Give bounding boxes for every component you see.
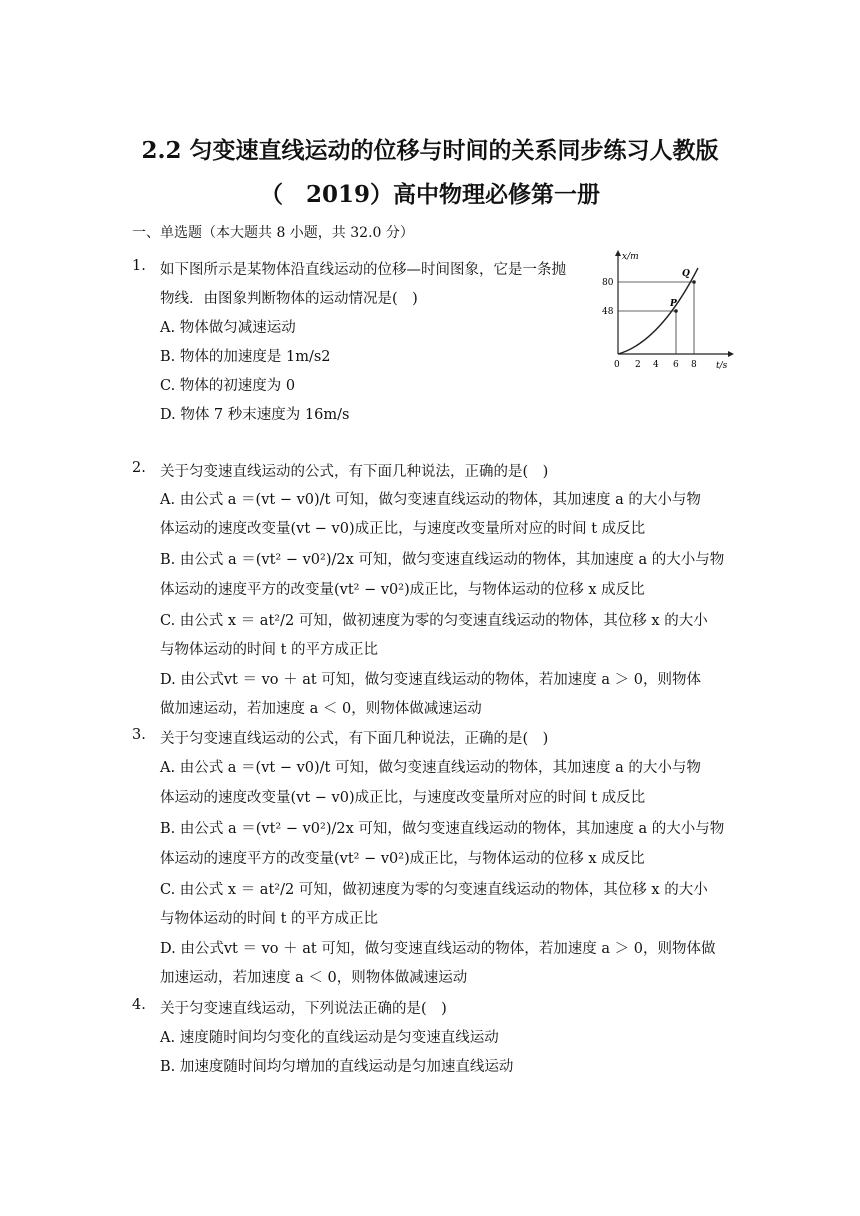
question-3-option-c-line2: 与物体运动的时间 t 的平方成正比: [160, 911, 379, 927]
question-1-number: 1.: [132, 258, 146, 274]
question-1-stem-line1: 如下图所示是某物体沿直线运动的位移—时间图象，它是一条抛: [160, 262, 566, 278]
document-title-line2: （ 2019）高中物理必修第一册: [259, 181, 600, 208]
question-3-option-b-line2: 体运动的速度平方的改变量(vt² − v0²)成正比，与物体运动的位移 x 成反比: [160, 851, 645, 867]
question-2-option-b-line1: B. 由公式 a ＝(vt² − v0²)/2x 可知，做匀变速直线运动的物体，其加速度 a 的大小与物: [160, 552, 725, 568]
question-2-option-a-line1: A. 由公式 a ＝(vt − v0)/t 可知，做匀变速直线运动的物体，其加速度 a 的大小与物: [160, 492, 701, 508]
point-p: [674, 309, 678, 313]
x-axis-arrow-icon: [728, 351, 734, 357]
question-3-option-d-line2: 加速运动，若加速度 a ＜ 0，则物体做减速运动: [160, 970, 468, 986]
y-tick-48: 48: [602, 307, 614, 317]
question-3-option-a-line1: A. 由公式 a ＝(vt − v0)/t 可知，做匀变速直线运动的物体，其加速度 a 的大小与物: [160, 760, 701, 776]
question-1-option-d: D. 物体 7 秒末速度为 16m/s: [160, 407, 350, 423]
question-4-stem: 关于匀变速直线运动，下列说法正确的是( ): [160, 1001, 447, 1017]
x-tick-0: 0: [614, 360, 620, 370]
point-p-label: P: [670, 299, 677, 309]
point-q: [692, 280, 696, 284]
position-time-graph: [598, 246, 738, 376]
question-1-option-a: A. 物体做匀减速运动: [160, 320, 296, 336]
x-tick-2: 2: [635, 360, 641, 370]
question-3-stem: 关于匀变速直线运动的公式，有下面几种说法，正确的是( ): [160, 731, 549, 747]
question-2-option-d-line1: D. 由公式vt ＝ vo ＋ at 可知，做匀变速直线运动的物体，若加速度 a ＞ 0，则物体: [160, 672, 701, 688]
question-4-option-a: A. 速度随时间均匀变化的直线运动是匀变速直线运动: [160, 1030, 499, 1046]
document-title-line1: 2.2 匀变速直线运动的位移与时间的关系同步练习人教版: [141, 137, 719, 164]
question-2-number: 2.: [132, 460, 146, 476]
x-tick-4: 4: [653, 360, 659, 370]
question-3-option-c-line1: C. 由公式 x ＝ at²/2 可知，做初速度为零的匀变速直线运动的物体，其位移 x 的大小: [160, 882, 708, 898]
question-2-stem: 关于匀变速直线运动的公式，有下面几种说法，正确的是( ): [160, 464, 549, 480]
point-q-label: Q: [682, 269, 690, 279]
y-axis-label: x/m: [622, 252, 639, 262]
question-4-number: 4.: [132, 997, 146, 1013]
x-tick-8: 8: [691, 360, 697, 370]
question-3-option-b-line1: B. 由公式 a ＝(vt² − v0²)/2x 可知，做匀变速直线运动的物体，其加速度 a 的大小与物: [160, 821, 725, 837]
section-heading: 一、单选题（本大题共 8 小题，共 32.0 分）: [132, 225, 414, 241]
question-2-option-b-line2: 体运动的速度平方的改变量(vt² − v0²)成正比，与物体运动的位移 x 成反比: [160, 582, 645, 598]
question-2-option-c-line1: C. 由公式 x ＝ at²/2 可知，做初速度为零的匀变速直线运动的物体，其位移 x 的大小: [160, 613, 708, 629]
question-1-option-b: B. 物体的加速度是 1m/s2: [160, 349, 331, 365]
x-tick-6: 6: [673, 360, 679, 370]
question-2-option-c-line2: 与物体运动的时间 t 的平方成正比: [160, 642, 379, 658]
question-3-option-a-line2: 体运动的速度改变量(vt − v0)成正比，与速度改变量所对应的时间 t 成反比: [160, 790, 646, 806]
question-1-option-c: C. 物体的初速度为 0: [160, 378, 296, 394]
question-3-option-d-line1: D. 由公式vt ＝ vo ＋ at 可知，做匀变速直线运动的物体，若加速度 a ＞ 0，则物体做: [160, 941, 716, 957]
y-axis-arrow-icon: [615, 250, 621, 256]
question-3-number: 3.: [132, 727, 146, 743]
x-axis-label: t/s: [716, 361, 728, 371]
question-2-option-d-line2: 做加速运动，若加速度 a ＜ 0，则物体做减速运动: [160, 701, 482, 717]
question-4-option-b: B. 加速度随时间均匀增加的直线运动是匀加速直线运动: [160, 1059, 514, 1075]
question-1-stem-line2: 物线．由图象判断物体的运动情况是( ): [160, 291, 418, 307]
question-2-option-a-line2: 体运动的速度改变量(vt − v0)成正比，与速度改变量所对应的时间 t 成反比: [160, 521, 646, 537]
y-tick-80: 80: [602, 278, 614, 288]
